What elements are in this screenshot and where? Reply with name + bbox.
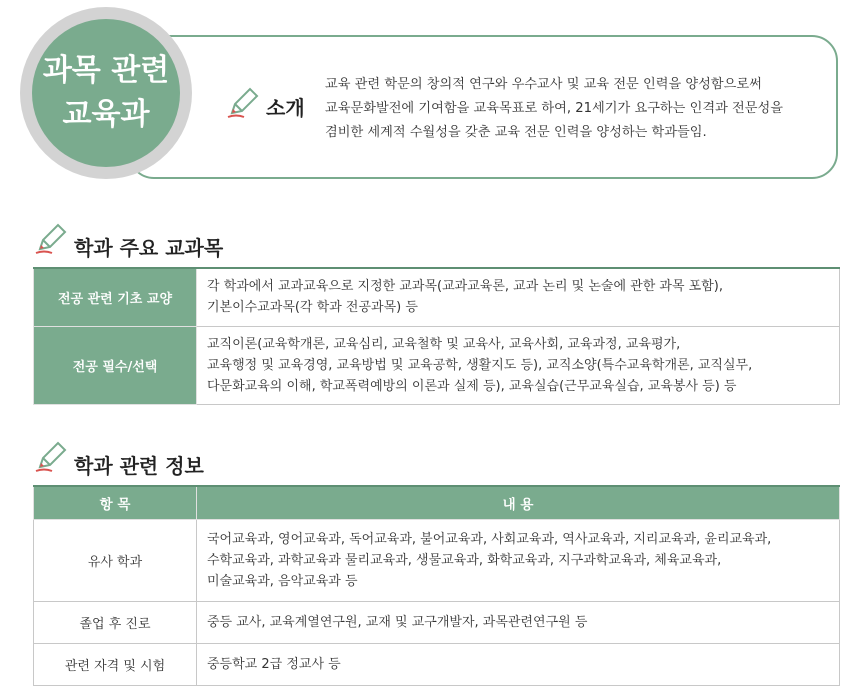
value-line: 국어교육과, 영어교육과, 독어교육과, 불어교육과, 사회교육과, 역사교육과, 지리교육과, 윤리교육과, [207, 532, 772, 547]
badge-circle [32, 19, 180, 167]
table-row [34, 268, 840, 326]
pencil-icon [34, 440, 68, 474]
value-line: 중등학교 2급 정교사 등 [207, 657, 341, 672]
table-row [34, 644, 840, 686]
table-row [34, 326, 840, 404]
value-line: 기본이수교과목(각 학과 전공과목) 등 [207, 300, 418, 316]
info-table [33, 485, 840, 686]
row-key: 유사 학과 [34, 520, 197, 602]
value-line: 중등 교사, 교육계열연구원, 교재 및 교구개발자, 과목관련연구원 등 [207, 615, 588, 630]
row-value [197, 644, 840, 686]
row-key: 졸업 후 진로 [34, 602, 197, 644]
info-title: 학과 관련 정보 [74, 454, 204, 478]
value-line: 미술교육과, 음악교육과 등 [207, 574, 358, 589]
pencil-icon [226, 86, 260, 120]
value-line: 교육행정 및 교육경영, 교육방법 및 교육공학, 생활지도 등), 교직소양(특수교육학개론, 교직실무, [207, 357, 753, 373]
row-key: 전공 관련 기초 교양 [34, 268, 197, 326]
table-row [34, 602, 840, 644]
row-value [197, 602, 840, 644]
value-line: 교직이론(교육학개론, 교육심리, 교육철학 및 교육사, 교육사회, 교육과정, 교육평가, [207, 336, 681, 352]
pencil-icon [34, 222, 68, 256]
header-content: 내 용 [197, 486, 840, 520]
row-key: 관련 자격 및 시험 [34, 644, 197, 686]
badge-line1: 과목 관련 [42, 53, 170, 88]
intro-label: 소개 [266, 96, 305, 120]
badge-line2: 교육과 [62, 97, 150, 132]
row-value [197, 268, 840, 326]
row-value [197, 520, 840, 602]
header-item: 항 목 [34, 486, 197, 520]
subjects-title: 학과 주요 교과목 [74, 236, 224, 260]
intro-text [325, 73, 825, 145]
row-value [197, 326, 840, 404]
intro-line: 교육 관련 학문의 창의적 연구와 우수교사 및 교육 전문 인력을 양성함으로써 [325, 77, 762, 92]
intro-line: 겸비한 세계적 수월성을 갖춘 교육 전문 인력을 양성하는 학과들임. [325, 125, 707, 140]
intro-line: 교육문화발전에 기여함을 교육목표로 하여, 21세기가 요구하는 인격과 전문성을 [325, 101, 783, 116]
value-line: 수학교육과, 과학교육과 물리교육과, 생물교육과, 화학교육과, 지구과학교육과, 체육교육과, [207, 553, 722, 568]
value-line: 각 학과에서 교과교육으로 지정한 교과목(교과교육론, 교과 논리 및 논술에 관한 과목 포함), [207, 279, 723, 295]
row-key: 전공 필수/선택 [34, 326, 197, 404]
table-header-row [34, 486, 840, 520]
department-badge [20, 7, 192, 179]
subjects-table [33, 267, 840, 405]
table-row [34, 520, 840, 602]
value-line: 다문화교육의 이해, 학교폭력예방의 이론과 실제 등), 교육실습(근무교육실습, 교육봉사 등) 등 [207, 378, 737, 394]
